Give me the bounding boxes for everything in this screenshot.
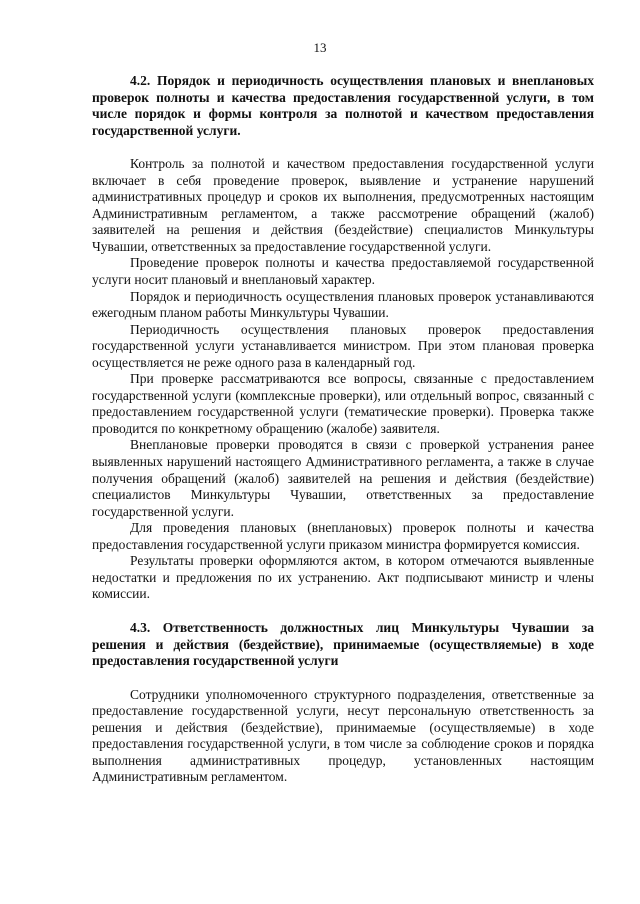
section-heading-4-3: 4.3. Ответственность должностных лиц Минкультуры Чувашии за решения и действия (бездействие), принимаемые (осуществляемые) в ходе предоставления государственной услуги: [92, 619, 594, 669]
paragraph: При проверке рассматриваются все вопросы, связанные с предоставлением государственной услуги (комплексные проверки), или отдельный вопрос, связанный с предоставлением государственной услуги (тематические проверки). Проверка также проводится по конкретному обращению (жалобе) заявителя.: [92, 371, 594, 436]
paragraph: Контроль за полнотой и качеством предоставления государственной услуги включает в себя проведение проверок, выявление и устранение нарушений административных процедур и сроков их выполнения, предусмотренных настоящим Административным регламентом, а также рассмотрение обращений (жалоб) заявителей на решения и действия (бездействие) специалистов Минкультуры Чувашии, ответственных за предоставление государственной услуги.: [92, 156, 594, 254]
section-heading-4-2: 4.2. Порядок и периодичность осуществления плановых и внеплановых проверок полноты и качества предоставления государственной услуги, в том числе порядок и формы контроля за полнотой и качеством предоставления государственной услуги.: [92, 73, 594, 138]
spacer: [92, 603, 594, 620]
paragraph: Порядок и периодичность осуществления плановых проверок устанавливаются ежегодным планом работы Минкультуры Чувашии.: [92, 288, 594, 321]
paragraph: Сотрудники уполномоченного структурного подразделения, ответственные за предоставление государственной услуги, несут персональную ответственность за решения и действия (бездействие), принимаемые (осуществляемые) в ходе предоставления государственной услуги, в том числе за соблюдение сроков и порядка выполнения административных процедур, установленных настоящим Административным регламентом.: [92, 686, 594, 785]
spacer: [92, 139, 594, 156]
page-number: 13: [313, 40, 327, 55]
paragraph: Проведение проверок полноты и качества предоставляемой государственной услуги носит плановый и внеплановый характер.: [92, 255, 594, 288]
spacer: [92, 670, 594, 687]
paragraph: Внеплановые проверки проводятся в связи с проверкой устранения ранее выявленных нарушений настоящего Административного регламента, а также в случае получения обращений (жалоб) заявителей на решения и действия (бездействие) специалистов Минкультуры Чувашии, ответственных за предоставление государственной услуги.: [92, 437, 594, 519]
paragraph: Периодичность осуществления плановых проверок предоставления государственной услуги устанавливается министром. При этом плановая проверка осуществляется не реже одного раза в календарный год.: [92, 321, 594, 370]
paragraph: Результаты проверки оформляются актом, в котором отмечаются выявленные недостатки и предложения по их устранению. Акт подписывают министр и члены комиссии.: [92, 553, 594, 602]
paragraph: Для проведения плановых (внеплановых) проверок полноты и качества предоставления государственной услуги приказом министра формируется комиссия.: [92, 520, 594, 552]
document-body: [92, 73, 594, 786]
